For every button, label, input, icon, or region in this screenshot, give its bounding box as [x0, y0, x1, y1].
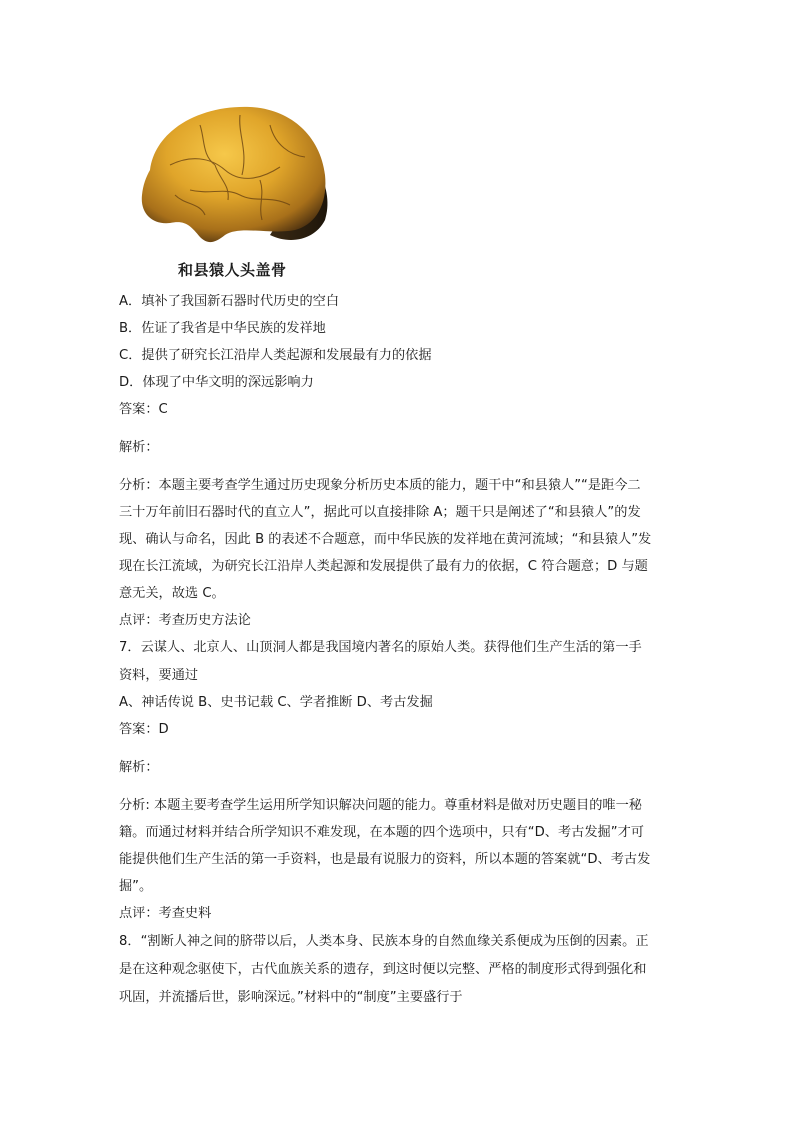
q7-analysis-label: 解析： — [119, 760, 159, 775]
figure-caption: 和县猿人头盖骨 — [178, 261, 287, 279]
q6-analysis-line: 分析：本题主要考查学生通过历史现象分析历史本质的能力，题干中“和县猿人”“是距今二 — [119, 478, 641, 493]
q7-comment: 点评：考查史料 — [119, 906, 212, 921]
skull-photo — [130, 95, 340, 250]
q6-analysis — [119, 476, 679, 606]
q7-stem-line: 7．云谋人、北京人、山顶洞人都是我国境内著名的原始人类。获得他们生产生活的第一手 — [119, 640, 642, 655]
q8-stem-line: 巩固，并流播后世，影响深远。”材料中的“制度”主要盛行于 — [119, 990, 463, 1005]
q7-analysis-line: 能提供他们生产生活的第一手资料，也是最有说服力的资料，所以本题的答案就“D、考古发 — [119, 852, 651, 867]
q6-option-b: B．佐证了我省是中华民族的发祥地 — [119, 321, 326, 336]
q8-stem-line: 8．“割断人神之间的脐带以后，人类本身、民族本身的自然血缘关系便成为压倒的因素。正 — [119, 934, 649, 949]
q7-analysis — [119, 796, 679, 901]
q7-analysis-line: 籍。而通过材料并结合所学知识不难发现，在本题的四个选项中，只有“D、考古发掘”才可 — [119, 825, 644, 840]
q7-analysis-line: 掘”。 — [119, 879, 153, 894]
q6-analysis-label: 解析： — [119, 440, 159, 455]
q6-option-c: C．提供了研究长江沿岸人类起源和发展最有力的依据 — [119, 348, 432, 363]
q6-comment: 点评：考查历史方法论 — [119, 613, 251, 628]
q6-analysis-line: 意无关，故选 C。 — [119, 586, 225, 601]
q7-answer: 答案：D — [119, 722, 169, 737]
q7-options: A、神话传说 B、史书记载 C、学者推断 D、考古发掘 — [119, 695, 433, 710]
q6-option-a: A．填补了我国新石器时代历史的空白 — [119, 294, 340, 309]
q7-stem-line: 资料，要通过 — [119, 668, 199, 683]
q7-analysis-line: 分析: 本题主要考查学生运用所学知识解决问题的能力。尊重材料是做对历史题目的唯一秘 — [119, 798, 642, 813]
q6-option-d: D．体现了中华文明的深远影响力 — [119, 375, 314, 390]
q6-analysis-line: 现、确认与命名，因此 B 的表述不合题意，而中华民族的发祥地在黄河流域；“和县猿人”发 — [119, 532, 652, 547]
q6-analysis-line: 三十万年前旧石器时代的直立人”，据此可以直接排除 A；题干只是阐述了“和县猿人”的发 — [119, 505, 641, 520]
q6-analysis-line: 现在长江流域，为研究长江沿岸人类起源和发展提供了最有力的依据，C 符合题意；D 与题 — [119, 559, 648, 574]
q8-stem-line: 是在这种观念驱使下，古代血族关系的遗存，到这时便以完整、严格的制度形式得到强化和 — [119, 962, 647, 977]
q6-answer: 答案：C — [119, 402, 168, 417]
